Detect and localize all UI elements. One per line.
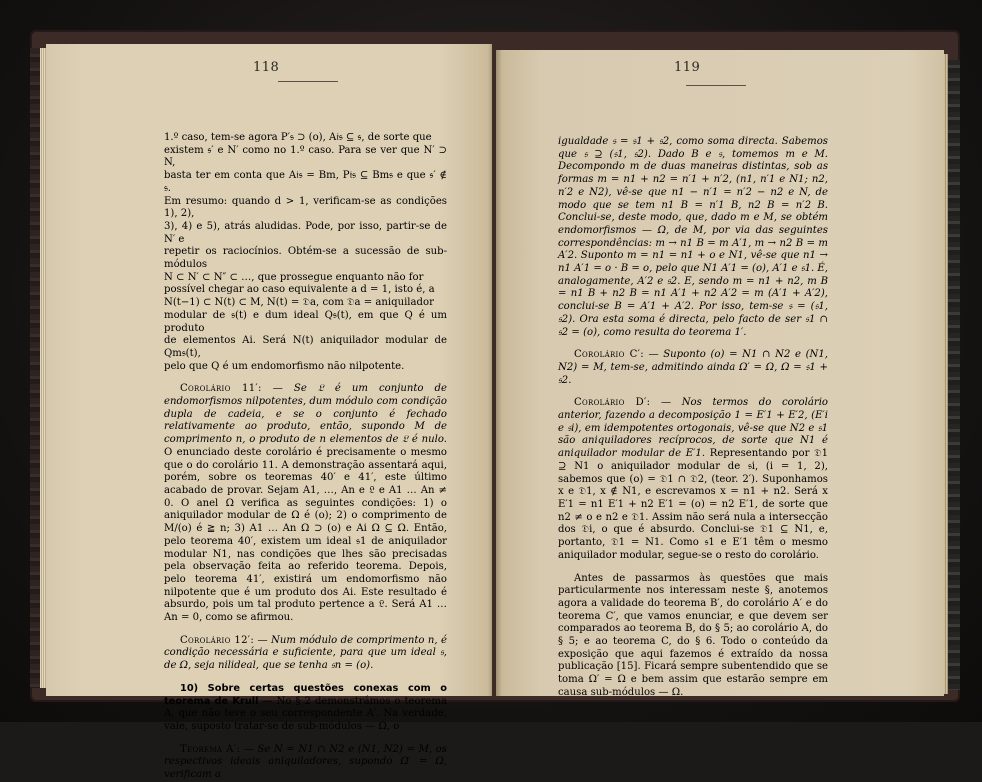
corollary-12-statement: — Num módulo de comprimento n, é condição necessária e suficiente, para que um ideal 𝔰, de Ω, seja nilideal, que se tenha 𝔰n = (o).: [164, 634, 447, 672]
corollary-c-prime-statement: — Suponto (o) = N1 ∩ N2 e (N1, N2) = M, tem-se, admitindo ainda Ω′ = Ω, Ω = 𝔰1 + 𝔰2.: [558, 349, 828, 386]
text-line: Em resumo: quando d > 1, verificam-se as condições 1), 2),: [164, 195, 447, 220]
section-10-text: — No § 2 demonstrámos o teorema A, que não teve o seu correspondente A′. Na verdade, vale, suposto tratar-se de sub-módulos — Ω, o: [164, 695, 447, 732]
text-line: basta ter em conta que A𝔦𝔰 = Bm, P𝔦𝔰 ⊆ Bm𝔰 e que 𝔰′ ∉ 𝔰.: [164, 170, 447, 194]
text-line: possível chegar ao caso equivalente a d = 1, isto é, a: [164, 284, 435, 296]
theorem-a-prime-label: Teorema A′:: [180, 743, 241, 755]
corollary-d-prime: [558, 397, 828, 562]
theorem-a-prime: [164, 744, 447, 782]
closing-paragraph: Antes de passarmos às questões que mais particularmente nos interessam neste §, anotemos agora a validade do teorema B′, do corolário A′ e do teorema C′, que vamos enunciar, e que devem ser comparados ao teorema B, do § 5; ao corolário A, do § 5; e ao teorema C, do § 6. Todo o conteúdo da exposição que aqui fazemos é extraído da nossa publicação [15]. Ficará sempre subentendido que se toma Ω′ = Ω e bem assim que estarão sempre em causa sub-módulos — Ω.: [558, 572, 828, 698]
right-page-intro: igualdade 𝔰 = 𝔰1 + 𝔰2, como soma directa. Sabemos que 𝔰 ⊇ (𝔰1, 𝔰2). Dado B e 𝔰, tomemos m e M. Decompondo m de duas maneiras distintas, sob as formas m = n1 + n2 = n′1 + n′2, (n1, n′1 e N1; n2, n′2 e N2), vê-se que n1 − n′1 = n′2 − n2 e N, de modo que se tem n1 B = n′1 B, n2 B = n′2 B. Conclui-se, deste modo, que, dado m e M, se obtém endomorfismos — Ω, de M, por via das seguintes correspondências: m → n1 B = m A′1, m → n2 B = m A′2. Suponto m = n1 = n1 + o e N1, vê-se que n1 → n1 A′1 = o · B = o, pelo que N1 A′1 = (o), A′1 e 𝔰1. É, analogamente, A′2 e 𝔰2. E, sendo m = n1 + n2, m B = n1 B + n2 B = n1 A′1 + n2 A′2 = m (A′1 + A′2), conclui-se B = A′1 + A′2. Por isso, tem-se 𝔰 = (𝔰1, 𝔰2). Ora esta soma é directa, pelo facto de ser 𝔰1 ∩ 𝔰2 = (o), como resulta do teorema 1′.: [558, 136, 828, 338]
left-page-text: [164, 132, 447, 782]
text-line: existem 𝔰′ e N′ como no 1.º caso. Para se ver que N′ ⊃ N,: [164, 144, 447, 169]
corollary-12-label: Corolário 12′:: [180, 634, 255, 646]
text-line: modular de 𝔰(t) e dum ideal Q𝔰(t), em que Q é um produto: [164, 309, 447, 334]
corollary-11-label: Corolário 11′:: [180, 383, 262, 395]
section-10-title: 10) Sobre certas questões conexas com o teorema de Krull: [164, 682, 447, 707]
corollary-c-prime: [558, 349, 828, 387]
left-page-number-rule: [278, 81, 338, 82]
corollary-11-proof: O enunciado deste corolário é precisamente o mesmo que o do corolário 11. A demonstração assentará aqui, porém, sobre os teoremas 40′ e 41′, este último acabado de provar. Sejam A1, …, An e 𝔏 e A1 … An ≠ 0. O anel Ω verifica as seguintes condições: 1) o aniquilador modular de Ω é (o); 2) o comprimento de M/(o) é ≧ n; 3) A1 … An Ω ⊃ (o) e Ai Ω ⊆ Ω. Então, pelo teorema 40′, existem um ideal 𝔰1 de aniquilador modular N1, nas condições que lhes são precisadas pela observação feita ao referido teorema. Depois, pelo teorema 41′, existirá um endomorfismo não nilpotente que é um produto dos Ai. Este resultado é absurdo, pois um tal produto pertence a 𝔏. Será A1 … An = 0, como se afirmou.: [164, 446, 447, 624]
right-page-number-rule: [686, 85, 746, 86]
text-line: repetir os raciocínios. Obtém-se a sucessão de sub-módulos: [164, 246, 447, 271]
text-line: N(t−1) ⊂ N(t) ⊂ M, N(t) = 𝔇a, com 𝔇a = aniquilador: [164, 297, 434, 309]
text-line: N ⊂ N′ ⊂ N″ ⊂ …, que prossegue enquanto não for: [164, 271, 424, 283]
corollary-d-prime-label: Corolário D′:: [574, 397, 651, 409]
cover-right-edge: [946, 60, 960, 690]
book-gutter: [488, 44, 502, 696]
corollary-12: [164, 635, 447, 673]
text-line: de elementos Ai. Será N(t) aniquilador modular de Qm𝔰(t),: [164, 335, 447, 359]
corollary-11-statement: — Se 𝔏 é um conjunto de endomorfismos nilpotentes, dum módulo com condição dupla de cadeia, e se o conjunto é fechado relativamente ao produto, então, supondo M de comprimento n, o produto de n elementos de 𝔏 é nulo.: [164, 383, 447, 446]
left-page-number: 118: [253, 60, 280, 75]
text-line: 3), 4) e 5), atrás aludidas. Pode, por isso, partir-se de N′ e: [164, 220, 447, 245]
section-10: [164, 683, 447, 734]
corollary-c-prime-label: Corolário C′:: [574, 349, 644, 361]
text-line: 1.º caso, tem-se agora P′𝔰 ⊃ (o), A𝔦𝔰 ⊆ 𝔰, de sorte que: [164, 132, 432, 143]
right-page-text: [558, 136, 828, 700]
theorem-a-prime-statement: — Se N = N1 ∩ N2 e (N1, N2) = M, os respectivos ideais aniquiladores, supondo Ω′ = Ω, verificam a: [164, 743, 447, 781]
corollary-d-prime-proof: Representando por 𝔇1 ⊇ N1 o aniquilador modular de 𝔰i, (i = 1, 2), sabemos que (o) = 𝔇1 ∩ 𝔇2, (teor. 2′). Suponhamos x e 𝔇1, x ∉ N1, e escrevamos x = n1 + n2. Será x E′1 = n1 E′1 + n2 E′1 = (o) = n2 E′1, de sorte que n2 ≠ o e n2 e 𝔇1. Assim não será nula a intersecção dos 𝔇i, o que é absurdo. Conclui-se 𝔇1 ⊆ N1, e, portanto, 𝔇1 = N1. Como 𝔰1 e E′1 têm o mesmo aniquilador modular, segue-se o resto do corolário.: [558, 448, 828, 561]
corollary-d-prime-statement: — Nos termos do corolário anterior, fazendo a decomposição 1 = E′1 + E′2, (E′i e 𝔰i), em idempotentes ortogonais, vê-se que N2 e 𝔰1 são aniquiladores recíprocos, de sorte que N1 é aniquilador modular de E′1.: [558, 397, 829, 460]
corollary-11: [164, 383, 447, 624]
text-line: pelo que Q é um endomorfismo não nilpotente.: [164, 360, 405, 372]
right-page-number: 119: [674, 60, 701, 75]
